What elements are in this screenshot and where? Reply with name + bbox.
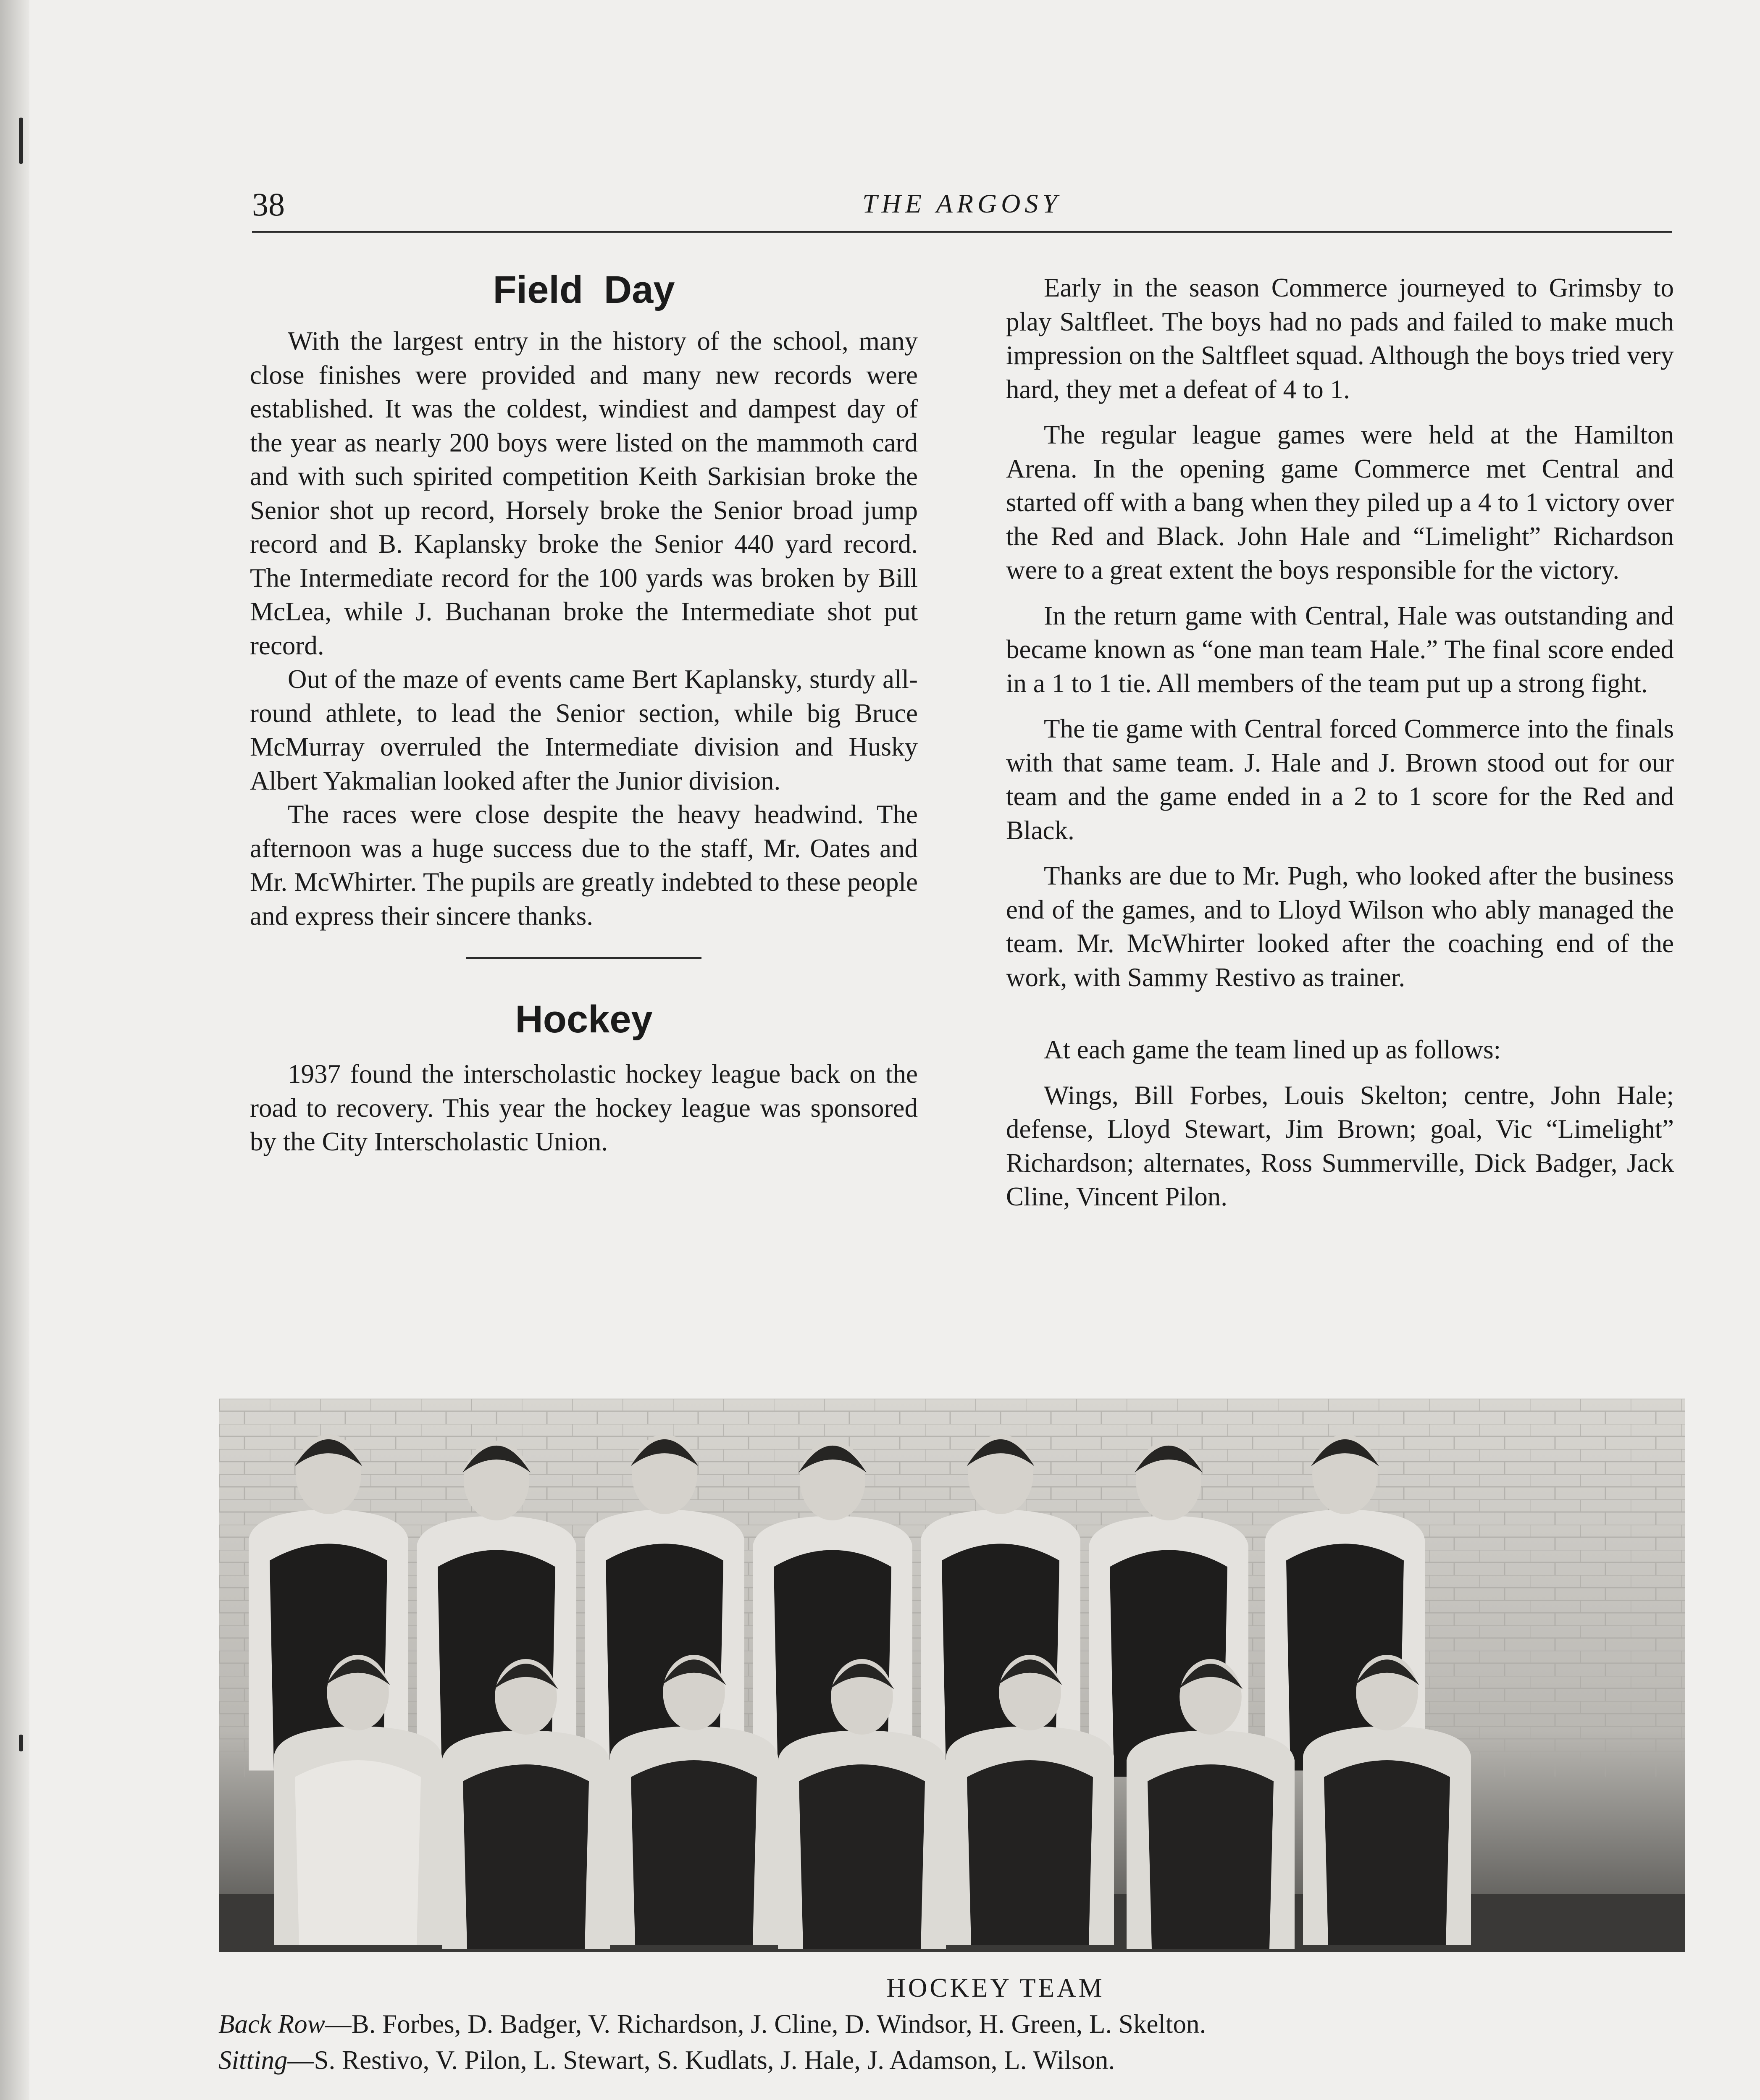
- running-head: [252, 185, 1672, 233]
- sitting-player-sweater-panel: [967, 1760, 1093, 1945]
- page-edge-shadow: [0, 0, 29, 2100]
- sitting-player-sweater-panel: [799, 1764, 925, 1949]
- left-column: [250, 265, 918, 1159]
- journal-title: THE ARGOSY: [862, 189, 1061, 218]
- hockey-paragraph: The tie game with Central forced Commerce into the finals with that same team. J. Hale and J. Brown stood out for our team and the game ended in a 2 to 1 score for the Red and Black.: [1006, 714, 1674, 845]
- binding-mark: [19, 118, 23, 164]
- hockey-heading: Hockey: [515, 998, 653, 1041]
- sitting-names: —S. Restivo, V. Pilon, L. Stewart, S. Kudlats, J. Hale, J. Adamson, L. Wilson.: [287, 2045, 1115, 2075]
- binding-mark: [19, 1735, 23, 1751]
- sitting-player-sweater-panel: [463, 1764, 589, 1949]
- photo-caption: [218, 1970, 1689, 2078]
- hockey-paragraph: In the return game with Central, Hale was outstanding and became known as “one man team Hale.” The final score ended in a 1 to 1 tie. All members of the team put up a strong fight.: [1006, 601, 1674, 698]
- hockey-paragraph: 1937 found the interscholastic hockey league back on the road to recovery. This year the hockey league was sponsored by the City Interscholastic Union.: [250, 1059, 918, 1156]
- hockey-paragraph: Thanks are due to Mr. Pugh, who looked after the business end of the games, and to Lloyd Wilson who ably managed the team. Mr. McWhirter looked after the coaching end of the work, with Sammy Restivo as trainer.: [1006, 861, 1674, 992]
- field-day-paragraph: With the largest entry in the history of the school, many close finishes were provided and many new records were established. It was the coldest, windiest and dampest day of the year as nearly 200 boys were listed on the mammoth card and with such spirited competition Keith Sarkisian broke the Senior shot up record, Horsely broke the Senior broad jump record and B. Kaplansky broke the Senior 440 yard record. The Intermediate record for the 100 yards was broken by Bill McLea, while J. Buchanan broke the Intermediate shot put record.: [250, 326, 918, 660]
- sitting-player-sweater-panel: [1148, 1764, 1274, 1949]
- sitting-label: Sitting: [218, 2045, 288, 2075]
- hockey-paragraph: The regular league games were held at the Hamilton Arena. In the opening game Commerce met Central and started off with a bang when they piled up a 4 to 1 victory over the Red and Black. John Hale and “Limelight” Richardson were to a great extent the boys responsible for the victory.: [1006, 420, 1674, 585]
- hockey-team-photo: [219, 1399, 1685, 1952]
- caption-sitting-row: [218, 2042, 1689, 2078]
- back-row-names: —B. Forbes, D. Badger, V. Richardson, J. Cline, D. Windsor, H. Green, L. Skelton.: [325, 2009, 1206, 2039]
- hockey-lineup: Wings, Bill Forbes, Louis Skelton; centre, John Hale; defense, Lloyd Stewart, Jim Brown; goal, Vic “Limelight” Richardson; alternates, Ross Summerville, Dick Badger, Jack Cline, Vincent Pilon.: [1006, 1080, 1674, 1211]
- field-day-paragraph: Out of the maze of events came Bert Kaplansky, sturdy all-round athlete, to lead the Senior section, while big Bruce McMurray overruled the Intermediate division and Husky Albert Yakmalian looked after the Junior division.: [250, 664, 918, 795]
- page-number: 38: [252, 186, 285, 223]
- sitting-player-sweater-panel: [1324, 1760, 1450, 1945]
- section-divider: [466, 957, 701, 959]
- caption-title: HOCKEY TEAM: [886, 1973, 1105, 2003]
- hockey-paragraph: Early in the season Commerce journeyed to Grimsby to play Saltfleet. The boys had no pads and failed to make much impression on the Saltfleet squad. Although the boys tried very hard, they met a defeat of 4 to 1.: [1006, 273, 1674, 404]
- field-day-heading: Field Day: [493, 268, 675, 311]
- caption-back-row: [218, 2006, 1689, 2042]
- sitting-player-sweater-panel: [295, 1760, 421, 1945]
- hockey-paragraph: At each game the team lined up as follows:: [1044, 1035, 1501, 1064]
- field-day-paragraph: The races were close despite the heavy headwind. The afternoon was a huge success due to the staff, Mr. Oates and Mr. McWhirter. The pupils are greatly indebted to these people and express their sincere thanks.: [250, 800, 918, 931]
- back-row-label: Back Row: [218, 2009, 325, 2039]
- right-column: [1006, 271, 1674, 1214]
- sitting-player-sweater-panel: [631, 1760, 757, 1945]
